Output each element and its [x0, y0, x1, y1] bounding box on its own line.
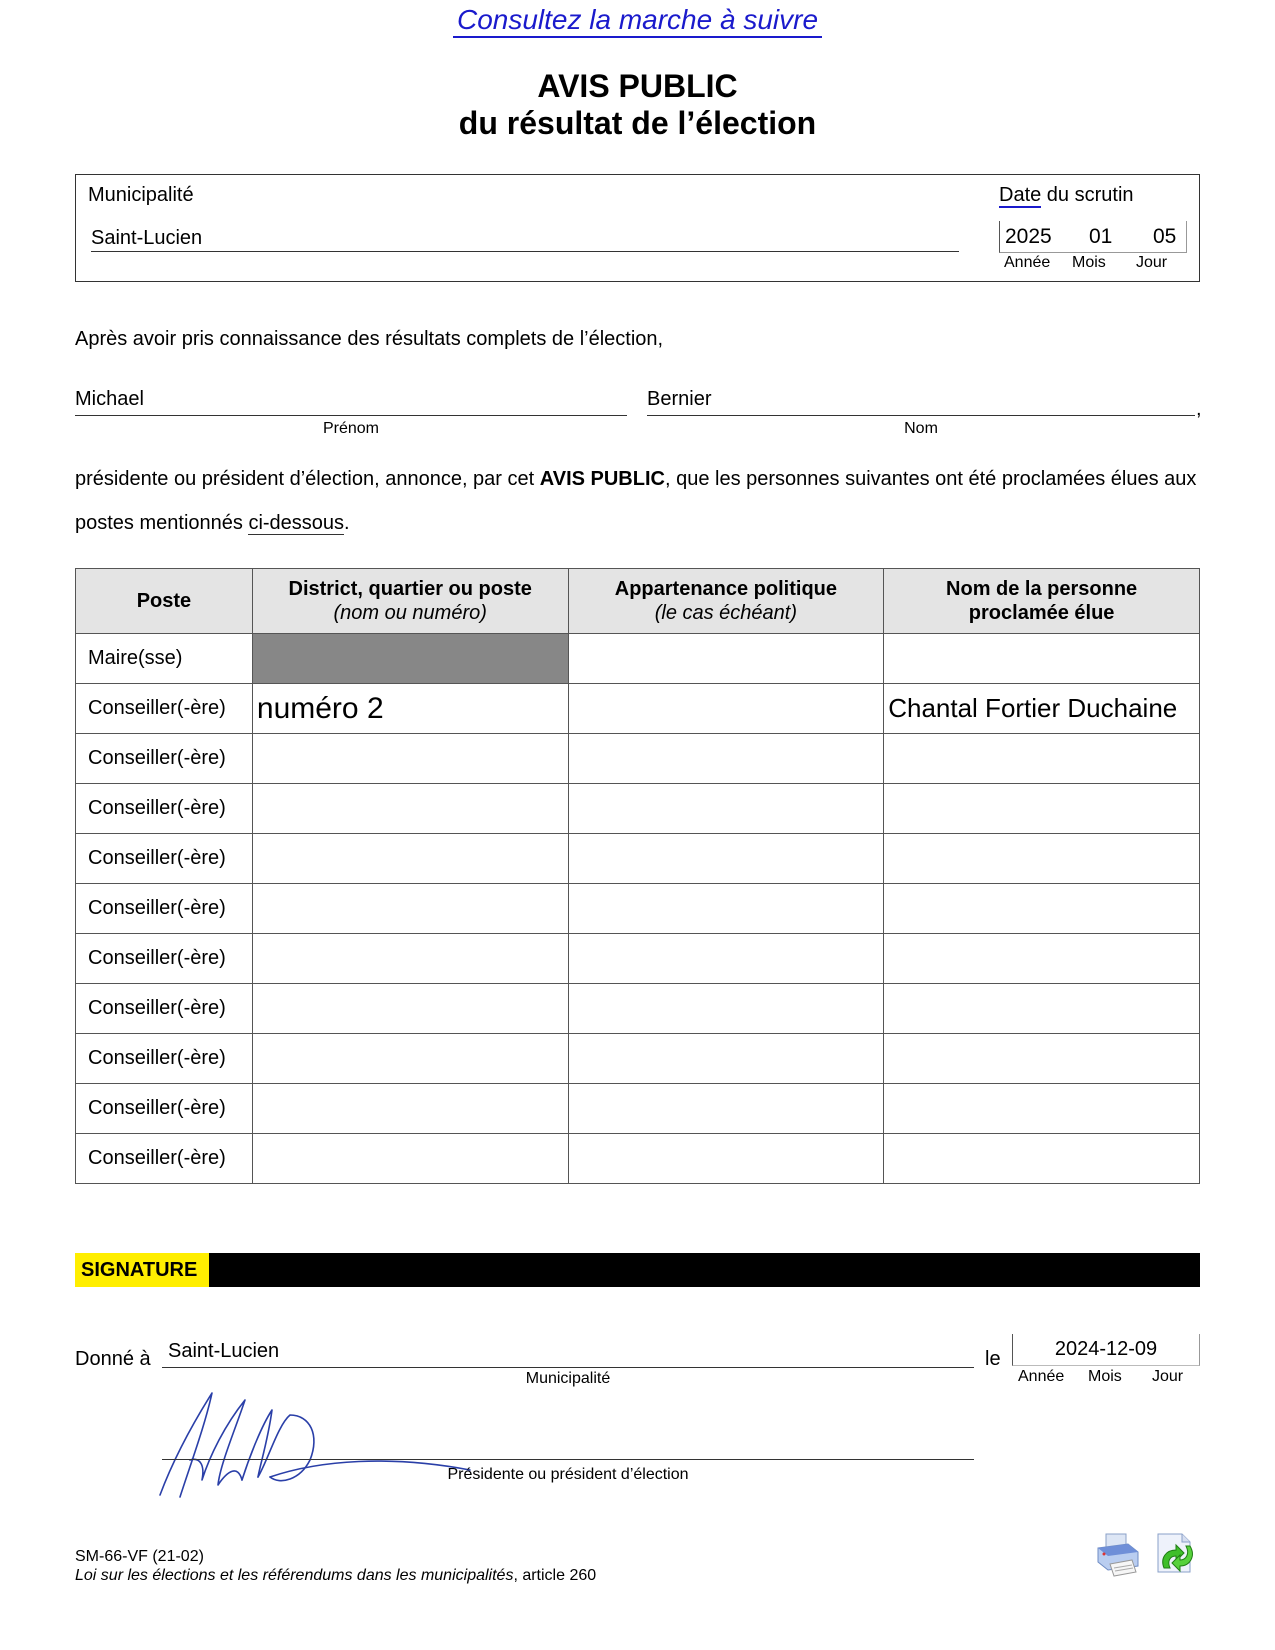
signature-section-bar: [75, 1253, 1200, 1287]
poste-cell: Conseiller(-ère): [76, 684, 253, 734]
printer-icon: [1092, 1528, 1142, 1578]
guide-link[interactable]: Consultez la marche à suivre: [453, 4, 822, 38]
poste-cell: Conseiller(-ère): [76, 984, 253, 1034]
form-code: SM-66-VF (21-02): [75, 1548, 204, 1565]
appartenance-field[interactable]: [568, 984, 884, 1034]
municipality-label: Municipalité: [88, 184, 194, 206]
given-at-sublabel: Municipalité: [525, 1370, 611, 1387]
table-row: [76, 784, 1200, 834]
header-title: Appartenance politique: [614, 578, 837, 600]
signature-date-field[interactable]: 2024-12-09: [1012, 1334, 1200, 1366]
elected-name-field[interactable]: [884, 1034, 1200, 1084]
law-title: Loi sur les élections et les référendums dans les municipalités: [75, 1567, 514, 1584]
header-title: Poste: [136, 590, 192, 612]
sig-year-sublabel: Année: [1018, 1368, 1065, 1385]
election-day: 05: [1153, 225, 1177, 248]
poste-cell: Conseiller(-ère): [76, 834, 253, 884]
district-field[interactable]: [252, 1084, 568, 1134]
first-name-label: Prénom: [322, 420, 380, 437]
sig-day-sublabel: Jour: [1152, 1368, 1184, 1385]
table-row: [76, 884, 1200, 934]
poste-cell: Maire(sse): [76, 634, 253, 684]
appartenance-field[interactable]: [568, 784, 884, 834]
month-sublabel: Mois: [1072, 254, 1106, 271]
poste-cell: Conseiller(-ère): [76, 1134, 253, 1184]
intro-text: Après avoir pris connaissance des résultats complets de l’élection,: [75, 328, 664, 350]
sig-month-sublabel: Mois: [1088, 1368, 1122, 1385]
district-field[interactable]: [252, 984, 568, 1034]
appartenance-field[interactable]: [568, 1134, 884, 1184]
district-field[interactable]: [252, 884, 568, 934]
page-title: [0, 68, 1275, 142]
para-text-2: , que les personnes suivantes ont été proclamées élues aux postes mentionnés: [75, 468, 1197, 534]
para-bold: AVIS PUBLIC: [539, 468, 665, 490]
poste-cell: Conseiller(-ère): [76, 784, 253, 834]
elected-name-field[interactable]: [884, 934, 1200, 984]
signer-sublabel: Présidente ou président d’élection: [447, 1466, 689, 1483]
last-name-label: Nom: [904, 420, 938, 437]
elected-name-field[interactable]: [884, 884, 1200, 934]
law-article: , article 260: [513, 1567, 597, 1584]
election-month: 01: [1089, 225, 1113, 248]
para-text-1: présidente ou président d’élection, annonce, par cet: [75, 468, 540, 490]
district-field[interactable]: [252, 734, 568, 784]
elected-name-field[interactable]: [884, 984, 1200, 1034]
municipality-field[interactable]: Saint-Lucien: [91, 226, 959, 252]
district-field[interactable]: [252, 1134, 568, 1184]
appartenance-field[interactable]: [568, 934, 884, 984]
elected-name-field[interactable]: [884, 634, 1200, 684]
appartenance-field[interactable]: [568, 884, 884, 934]
table-row: [76, 734, 1200, 784]
district-field[interactable]: numéro 2: [252, 684, 568, 734]
table-row: [76, 834, 1200, 884]
appartenance-field[interactable]: [568, 634, 884, 684]
table-row: [76, 1034, 1200, 1084]
ci-dessous-link[interactable]: ci-dessous: [248, 512, 345, 534]
poste-cell: Conseiller(-ère): [76, 1034, 253, 1084]
district-field: [252, 634, 568, 684]
elected-name-field[interactable]: [884, 784, 1200, 834]
last-name-field[interactable]: Bernier: [647, 384, 1195, 416]
guide-link-container: [0, 4, 1275, 36]
poste-cell: Conseiller(-ère): [76, 934, 253, 984]
announcement-paragraph: [75, 457, 1205, 545]
header-appartenance: [568, 569, 884, 634]
election-year: 2025: [1005, 225, 1052, 248]
table-row: [76, 684, 1200, 734]
table-row: [76, 1134, 1200, 1184]
district-field[interactable]: [252, 934, 568, 984]
table-row: [76, 984, 1200, 1034]
poste-cell: Conseiller(-ère): [76, 1084, 253, 1134]
header-poste: [76, 569, 253, 634]
given-at-field[interactable]: Saint-Lucien: [162, 1336, 974, 1368]
header-nom: [884, 569, 1200, 634]
refresh-document-icon: [1150, 1528, 1200, 1578]
poste-cell: Conseiller(-ère): [76, 884, 253, 934]
appartenance-field[interactable]: [568, 1034, 884, 1084]
header-sub: (le cas échéant): [654, 602, 798, 624]
elected-name-field[interactable]: [884, 1134, 1200, 1184]
appartenance-field[interactable]: [568, 834, 884, 884]
results-table: [75, 568, 1200, 1184]
day-sublabel: Jour: [1136, 254, 1168, 271]
elected-name-field[interactable]: [884, 834, 1200, 884]
appartenance-field[interactable]: [568, 734, 884, 784]
date-label-text: du scrutin: [1041, 184, 1134, 206]
elected-name-field[interactable]: Chantal Fortier Duchaine: [884, 684, 1200, 734]
date-help-link[interactable]: Date: [999, 184, 1042, 206]
elected-name-field[interactable]: [884, 1084, 1200, 1134]
year-sublabel: Année: [1004, 254, 1051, 271]
given-at-label: Donné à: [75, 1348, 151, 1370]
table-row: [76, 1084, 1200, 1134]
header-sub: (nom ou numéro): [333, 602, 487, 624]
law-reference: [75, 1566, 596, 1585]
appartenance-field[interactable]: [568, 1084, 884, 1134]
header-title: Nom de la personne proclamée élue: [946, 578, 1138, 624]
le-label: le: [985, 1348, 1001, 1370]
reset-button[interactable]: [1150, 1528, 1200, 1578]
first-name-field[interactable]: Michael: [75, 384, 627, 416]
comma: ,: [1196, 398, 1202, 420]
print-button[interactable]: [1092, 1528, 1142, 1578]
table-header-row: [76, 569, 1200, 634]
district-field[interactable]: [252, 1034, 568, 1084]
title-line-2: du résultat de l’élection: [458, 105, 817, 141]
title-line-1: AVIS PUBLIC: [537, 68, 738, 104]
district-field[interactable]: [252, 784, 568, 834]
signature-section-label: SIGNATURE: [75, 1253, 209, 1287]
table-row: [76, 934, 1200, 984]
appartenance-field[interactable]: [568, 684, 884, 734]
poste-cell: Conseiller(-ère): [76, 734, 253, 784]
elected-name-field[interactable]: [884, 734, 1200, 784]
header-title: District, quartier ou poste: [288, 578, 532, 600]
table-row: [76, 634, 1200, 684]
election-date-label: [999, 184, 1134, 207]
district-field[interactable]: [252, 834, 568, 884]
signature-line: [162, 1459, 974, 1460]
header-district: [252, 569, 568, 634]
para-end: .: [344, 512, 350, 534]
